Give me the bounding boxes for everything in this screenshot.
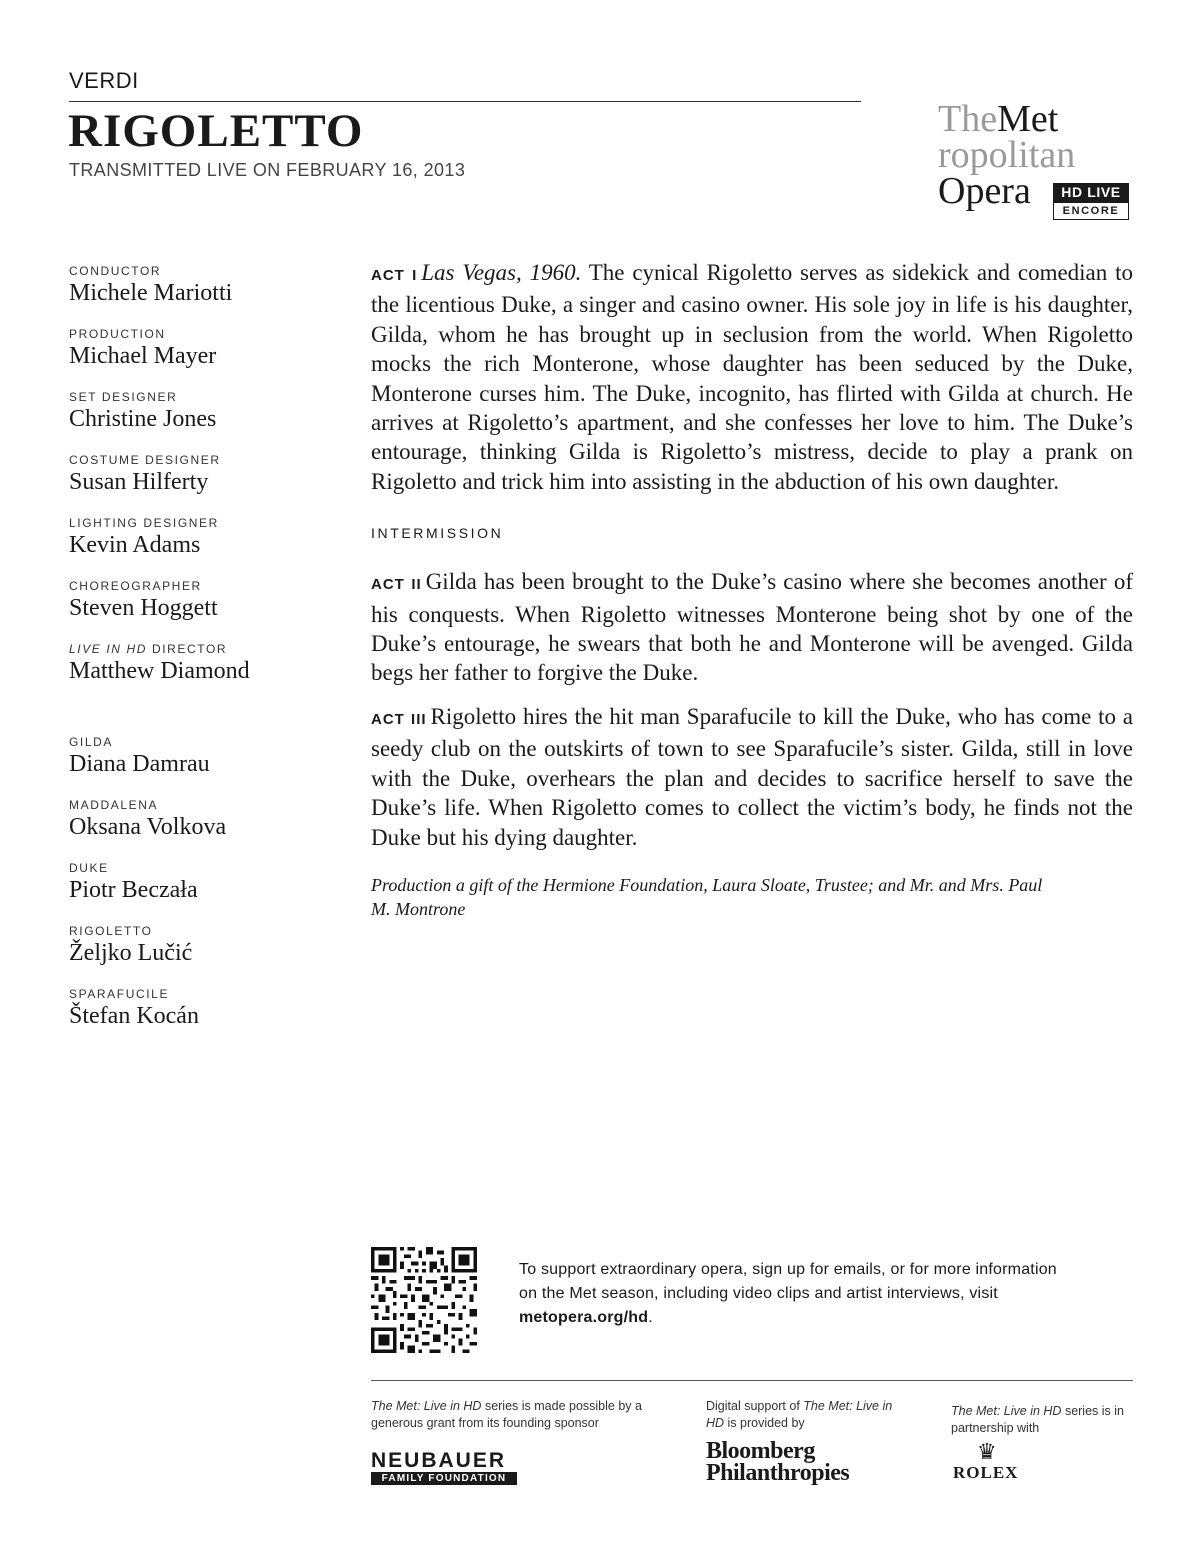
- credit-role: PRODUCTION: [69, 327, 166, 341]
- family-foundation-bar: FAMILY FOUNDATION: [371, 1472, 517, 1485]
- logo-ropolitan: ropolitan: [938, 134, 1076, 176]
- support-text: [519, 1258, 1059, 1330]
- cast-list: [69, 734, 349, 1049]
- crown-icon: ♛: [977, 1439, 997, 1464]
- logo-met: Met: [997, 98, 1059, 140]
- cast-name: Oksana Volkova: [69, 814, 227, 840]
- header-divider: [69, 101, 861, 102]
- credit-role: COSTUME DESIGNER: [69, 453, 221, 467]
- cast-name: Štefan Kocán: [69, 1003, 199, 1029]
- act1-paragraph: [371, 258, 1133, 496]
- sponsor1-text: [371, 1398, 661, 1432]
- cast-name: Piotr Beczała: [69, 877, 198, 903]
- support-body: To support extraordinary opera, sign up for emails, or for more information on the Met season, including video clips and artist interviews, visit: [519, 1261, 1057, 1302]
- rolex-logo: [953, 1441, 1033, 1483]
- bloomberg-line2: Philanthropies: [706, 1460, 850, 1486]
- cast-role: DUKE: [69, 861, 109, 875]
- opera-title: RIGOLETTO: [68, 105, 364, 157]
- rolex-wordmark: ROLEX: [953, 1463, 1019, 1482]
- footer-divider: [371, 1380, 1133, 1381]
- credit-item: [69, 389, 349, 452]
- act1-setting: Las Vegas, 1960.: [421, 260, 582, 285]
- credit-name: Matthew Diamond: [69, 658, 250, 684]
- logo-the: The: [938, 98, 998, 140]
- composer-name: VERDI: [69, 68, 139, 93]
- credit-name: Steven Hoggett: [69, 595, 218, 621]
- act1-text: The cynical Rigoletto serves as sidekick and comedian to the licentious Duke, a singer and casino owner. His sole joy in life is his daughter, Gilda, whom he has brought up in seclusion from the world. When Rigoletto mocks the rich Monterone, whose daughter has been seduced by the Duke, Monterone curses him. The Duke, incognito, has flirted with Gilda at church. He arrives at Rigoletto’s apartment, and she confesses her love to him. The Duke’s entourage, thinking Gilda is Rigoletto’s mistress, decide to play a prank on Rigoletto and trick him into assisting in the abduction of his own daughter.: [371, 260, 1133, 494]
- production-gift-credit: Production a gift of the Hermione Foundation, Laura Sloate, Trustee; and Mr. and Mrs. Paul M. Montrone: [371, 874, 1043, 919]
- intermission-label: INTERMISSION: [371, 525, 504, 542]
- sponsor3-series: The Met: Live in HD: [951, 1404, 1062, 1418]
- cast-name: Željko Lučić: [69, 940, 193, 966]
- credit-role: CHOREOGRAPHER: [69, 579, 202, 593]
- neubauer-wordmark: NEUBAUER: [371, 1449, 507, 1472]
- sponsor2-text: [706, 1398, 906, 1432]
- credit-role: CONDUCTOR: [69, 264, 162, 278]
- act2-text: Gilda has been brought to the Duke’s casino where she becomes another of his conquests. When Rigoletto witnesses Monterone being shot by one of the Duke’s entourage, he swears that both he and Monterone will be avenged. Gilda begs her father to forgive the Duke.: [371, 569, 1133, 686]
- support-end: .: [648, 1309, 653, 1326]
- credit-name: Michele Mariotti: [69, 280, 233, 306]
- credit-item: [69, 326, 349, 389]
- credit-item: [69, 515, 349, 578]
- production-credits: [69, 263, 349, 704]
- credit-name: Christine Jones: [69, 406, 217, 432]
- cast-item: [69, 860, 349, 923]
- sponsor3-body: series is in partnership with: [951, 1404, 1124, 1435]
- credit-role-suffix: DIRECTOR: [147, 642, 228, 656]
- transmission-date: TRANSMITTED LIVE ON FEBRUARY 16, 2013: [69, 160, 466, 180]
- bloomberg-philanthropies-logo: [706, 1440, 849, 1484]
- cast-role: MADDALENA: [69, 798, 159, 812]
- credit-item: [69, 578, 349, 641]
- credit-name: Kevin Adams: [69, 532, 201, 558]
- synopsis: [371, 258, 1133, 921]
- act2-label: ACT II: [371, 576, 422, 594]
- sponsor2-post: is provided by: [724, 1416, 805, 1430]
- cast-item: [69, 923, 349, 986]
- act3-paragraph: [371, 702, 1133, 852]
- cast-name: Diana Damrau: [69, 751, 210, 777]
- sponsor2-pre: Digital support of: [706, 1399, 804, 1413]
- act3-label: ACT III: [371, 710, 427, 728]
- credit-item: [69, 263, 349, 326]
- sponsor3-text: [951, 1403, 1141, 1437]
- credit-item: [69, 641, 349, 704]
- support-link[interactable]: metopera.org/hd: [519, 1309, 649, 1326]
- cast-role: GILDA: [69, 735, 114, 749]
- logo-opera: Opera: [938, 170, 1031, 212]
- credit-name: Susan Hilferty: [69, 469, 209, 495]
- bloomberg-line1: Bloomberg: [706, 1438, 815, 1464]
- cast-item: [69, 986, 349, 1049]
- met-opera-logo: [938, 100, 1138, 230]
- cast-item: [69, 734, 349, 797]
- credit-item: [69, 452, 349, 515]
- act2-paragraph: [371, 567, 1133, 688]
- hd-live-label: HD LIVE: [1053, 183, 1129, 202]
- encore-label: ENCORE: [1053, 202, 1129, 220]
- credit-role: LIGHTING DESIGNER: [69, 516, 219, 530]
- credit-name: Michael Mayer: [69, 343, 217, 369]
- sponsor1-body: series is made possible by a generous grant from its founding sponsor: [371, 1399, 642, 1430]
- act3-text: Rigoletto hires the hit man Sparafucile to kill the Duke, who has come to a seedy club on the outskirts of town to see Sparafucile’s sister. Gilda, still in love with the Duke, overhears the plan and decides to sacrifice herself to save the Duke’s life. When Rigoletto comes to collect the victim’s body, he finds not the Duke but his dying daughter.: [371, 703, 1133, 850]
- cast-role: SPARAFUCILE: [69, 987, 170, 1001]
- credit-role: [69, 641, 349, 657]
- cast-item: [69, 797, 349, 860]
- credit-role-italic: LIVE IN HD: [69, 642, 148, 656]
- cast-role: RIGOLETTO: [69, 924, 153, 938]
- sponsor1-series: The Met: Live in HD: [371, 1399, 482, 1413]
- hd-live-encore-badge: [1053, 183, 1129, 220]
- qr-code-icon[interactable]: [371, 1247, 477, 1353]
- sponsor2-series: The Met: Live in HD: [706, 1399, 893, 1430]
- act1-label: ACT I: [371, 267, 418, 284]
- neubauer-logo: [371, 1450, 517, 1485]
- credit-role: SET DESIGNER: [69, 390, 178, 404]
